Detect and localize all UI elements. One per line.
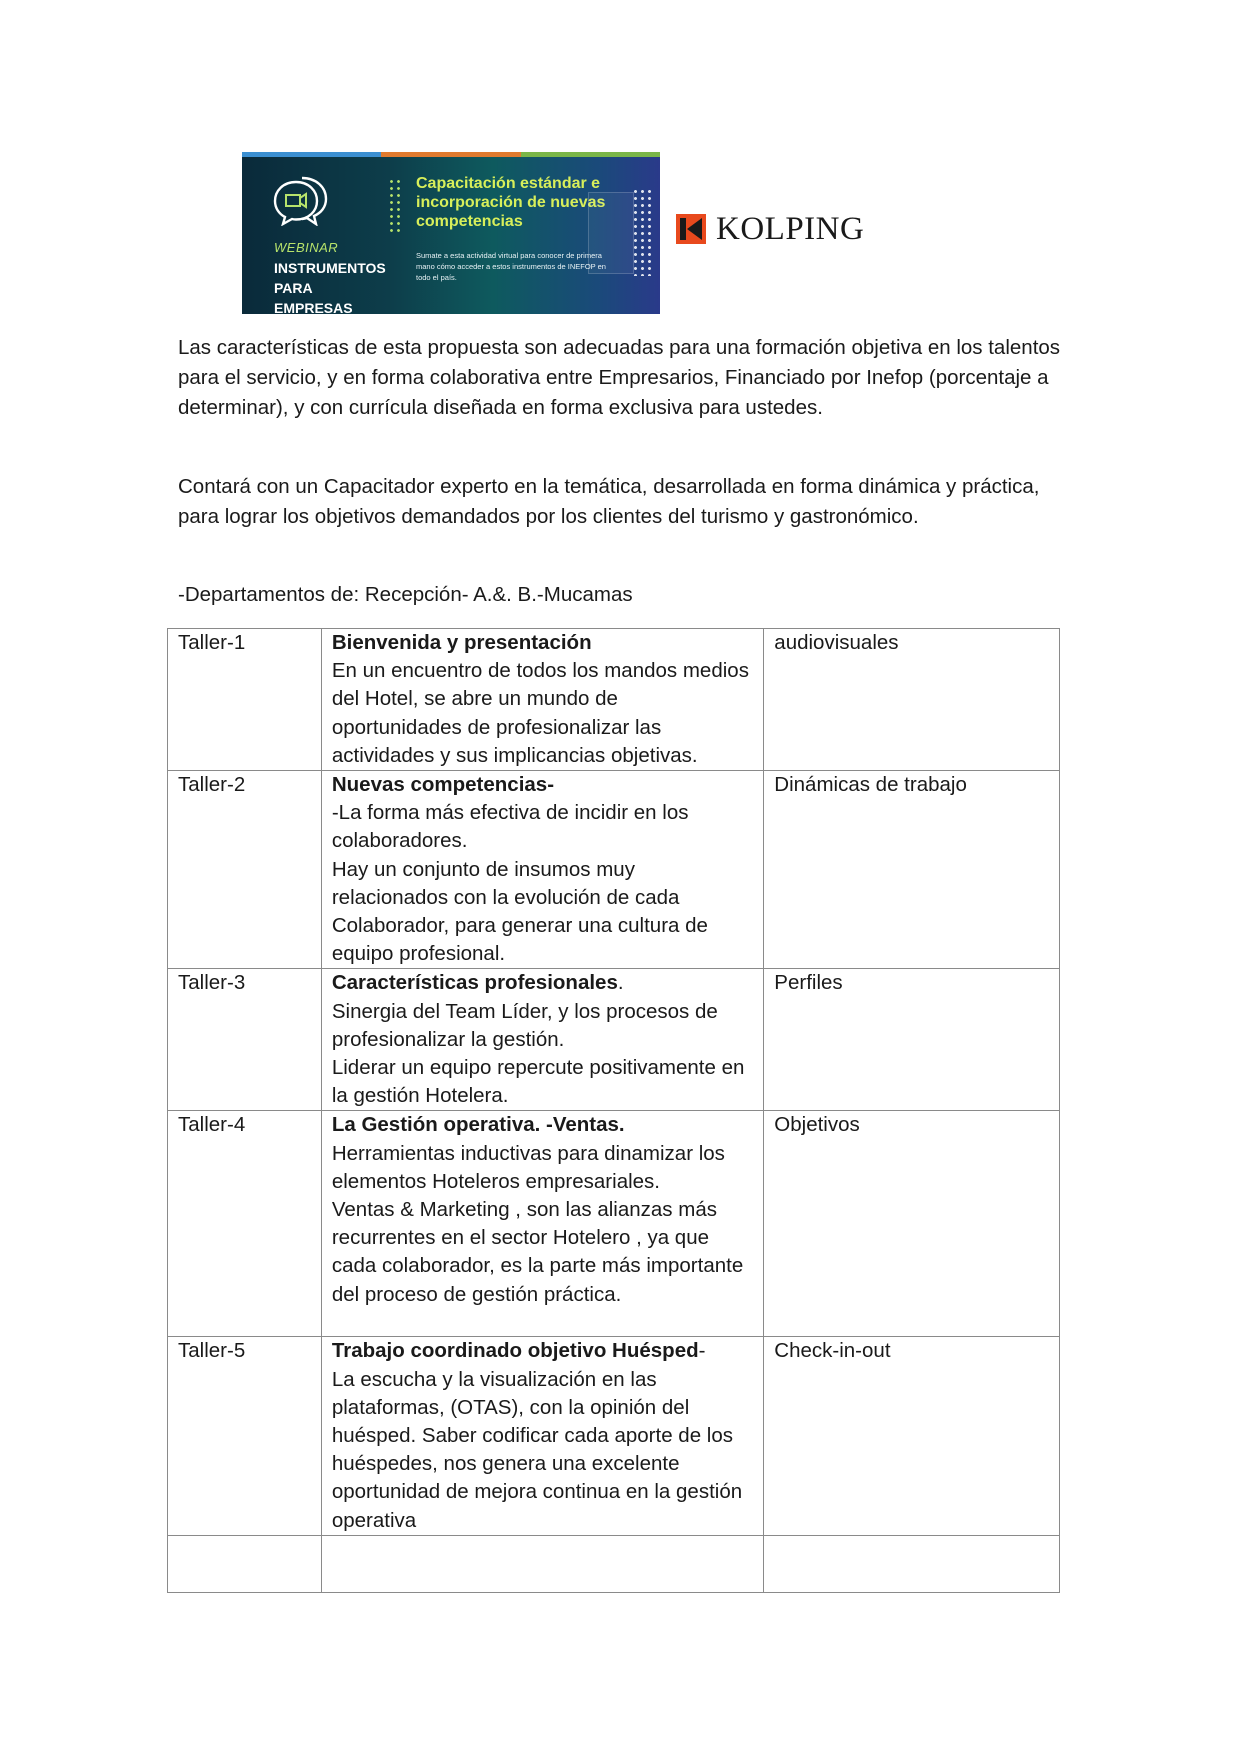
taller-text: Herramientas inductivas para dinamizar los elementos Hoteleros empresariales. [331, 1141, 725, 1193]
taller-text: La escucha y la visualización en las plataformas, (OTAS), con la opinión del huésped. Saber codificar cada aporte de los huéspedes, nos genera una excelente oportunidad de mejora continua en la gestión operativa [331, 1367, 743, 1532]
taller-label: Taller-2 [168, 771, 322, 969]
table-row [168, 771, 1060, 969]
trainer-paragraph: Contará con un Capacitador experto en la temática, desarrollada en forma dinámica y práctica, para lograr los objetivos demandados por los clientes del turismo y gastronómico. [178, 475, 1040, 528]
taller-title: Bienvenida y presentación [331, 631, 592, 654]
taller-resource: Check-in-out [764, 1337, 1060, 1535]
table-row [168, 629, 1060, 771]
banner-dot-column [388, 178, 402, 234]
taller-title: La Gestión operativa. -Ventas. [331, 1113, 625, 1137]
taller-text: En un encuentro de todos los mandos medios del Hotel, se abre un mundo de oportunidades de profesionalizar las actividades y sus implicancias objetivas. [331, 659, 749, 767]
empty-cell [168, 1535, 322, 1592]
banner-color-strip [242, 152, 660, 157]
taller-resource: Perfiles [764, 969, 1060, 1111]
banner-device-graphic [588, 192, 634, 274]
taller-resource: Dinámicas de trabajo [764, 771, 1060, 969]
taller-description [321, 1111, 763, 1337]
table-row [168, 1337, 1060, 1535]
empty-cell [321, 1535, 763, 1592]
banner-event-name: INSTRUMENTOS PARA EMPRESAS [274, 260, 386, 314]
taller-resource: Objetivos [764, 1111, 1060, 1337]
taller-title: Trabajo coordinado objetivo Huésped- [331, 1339, 706, 1363]
taller-title: Características profesionales. [331, 971, 624, 995]
taller-description [321, 629, 763, 771]
taller-label: Taller-5 [168, 1337, 322, 1535]
webinar-banner [242, 152, 660, 314]
taller-text: Sinergia del Team Líder, y los procesos de profesionalizar la gestión. [331, 999, 718, 1051]
banner-webinar-label: WEBINAR [274, 240, 339, 255]
taller-label: Taller-3 [168, 969, 322, 1111]
taller-description [321, 1337, 763, 1535]
workshop-table [167, 628, 1060, 1593]
taller-text: -La forma más efectiva de incidir en los colaboradores. [331, 801, 689, 853]
taller-resource: audiovisuales [764, 629, 1060, 771]
taller-text: Ventas & Marketing , son las alianzas más recurrentes en el sector Hotelero , ya que cada colaborador, es la parte más importante del proceso de gestión práctica. [331, 1198, 744, 1306]
departments-line: -Departamentos de: Recepción- A.&. B.-Mucamas [178, 583, 633, 606]
taller-label: Taller-1 [168, 629, 322, 771]
taller-title: Nuevas competencias- [331, 773, 555, 797]
banner-subtitle: Sumate a esta actividad virtual para conocer de primera mano cómo acceder a estos instrumentos de INEFOP en todo el país. [416, 251, 606, 282]
taller-description [321, 771, 763, 969]
empty-cell [764, 1535, 1060, 1592]
kolping-logo [676, 212, 864, 246]
taller-text: Liderar un equipo repercute positivamente en la gestión Hotelera. [331, 1056, 745, 1108]
intro-paragraph: Las características de esta propuesta son adecuadas para una formación objetiva en los talentos para el servicio, y en forma colaborativa entre Empresarios, Financiado por Inefop (porcentaje a determinar), y con currícula diseñada en forma exclusiva para ustedes. [178, 336, 1061, 419]
table-row [168, 1111, 1060, 1337]
kolping-wordmark: KOLPING [716, 211, 865, 247]
taller-description [321, 969, 763, 1111]
kolping-k-icon [676, 214, 706, 244]
table-row [168, 969, 1060, 1111]
banner-title: Capacitación estándar e incorporación de nuevas competencias [416, 175, 606, 230]
banner-dot-grid [632, 188, 652, 276]
video-chat-icon [272, 174, 330, 226]
table-row-empty [168, 1535, 1060, 1592]
taller-label: Taller-4 [168, 1111, 322, 1337]
taller-text: Hay un conjunto de insumos muy relacionados con la evolución de cada Colaborador, para generar una cultura de equipo profesional. [331, 857, 708, 966]
